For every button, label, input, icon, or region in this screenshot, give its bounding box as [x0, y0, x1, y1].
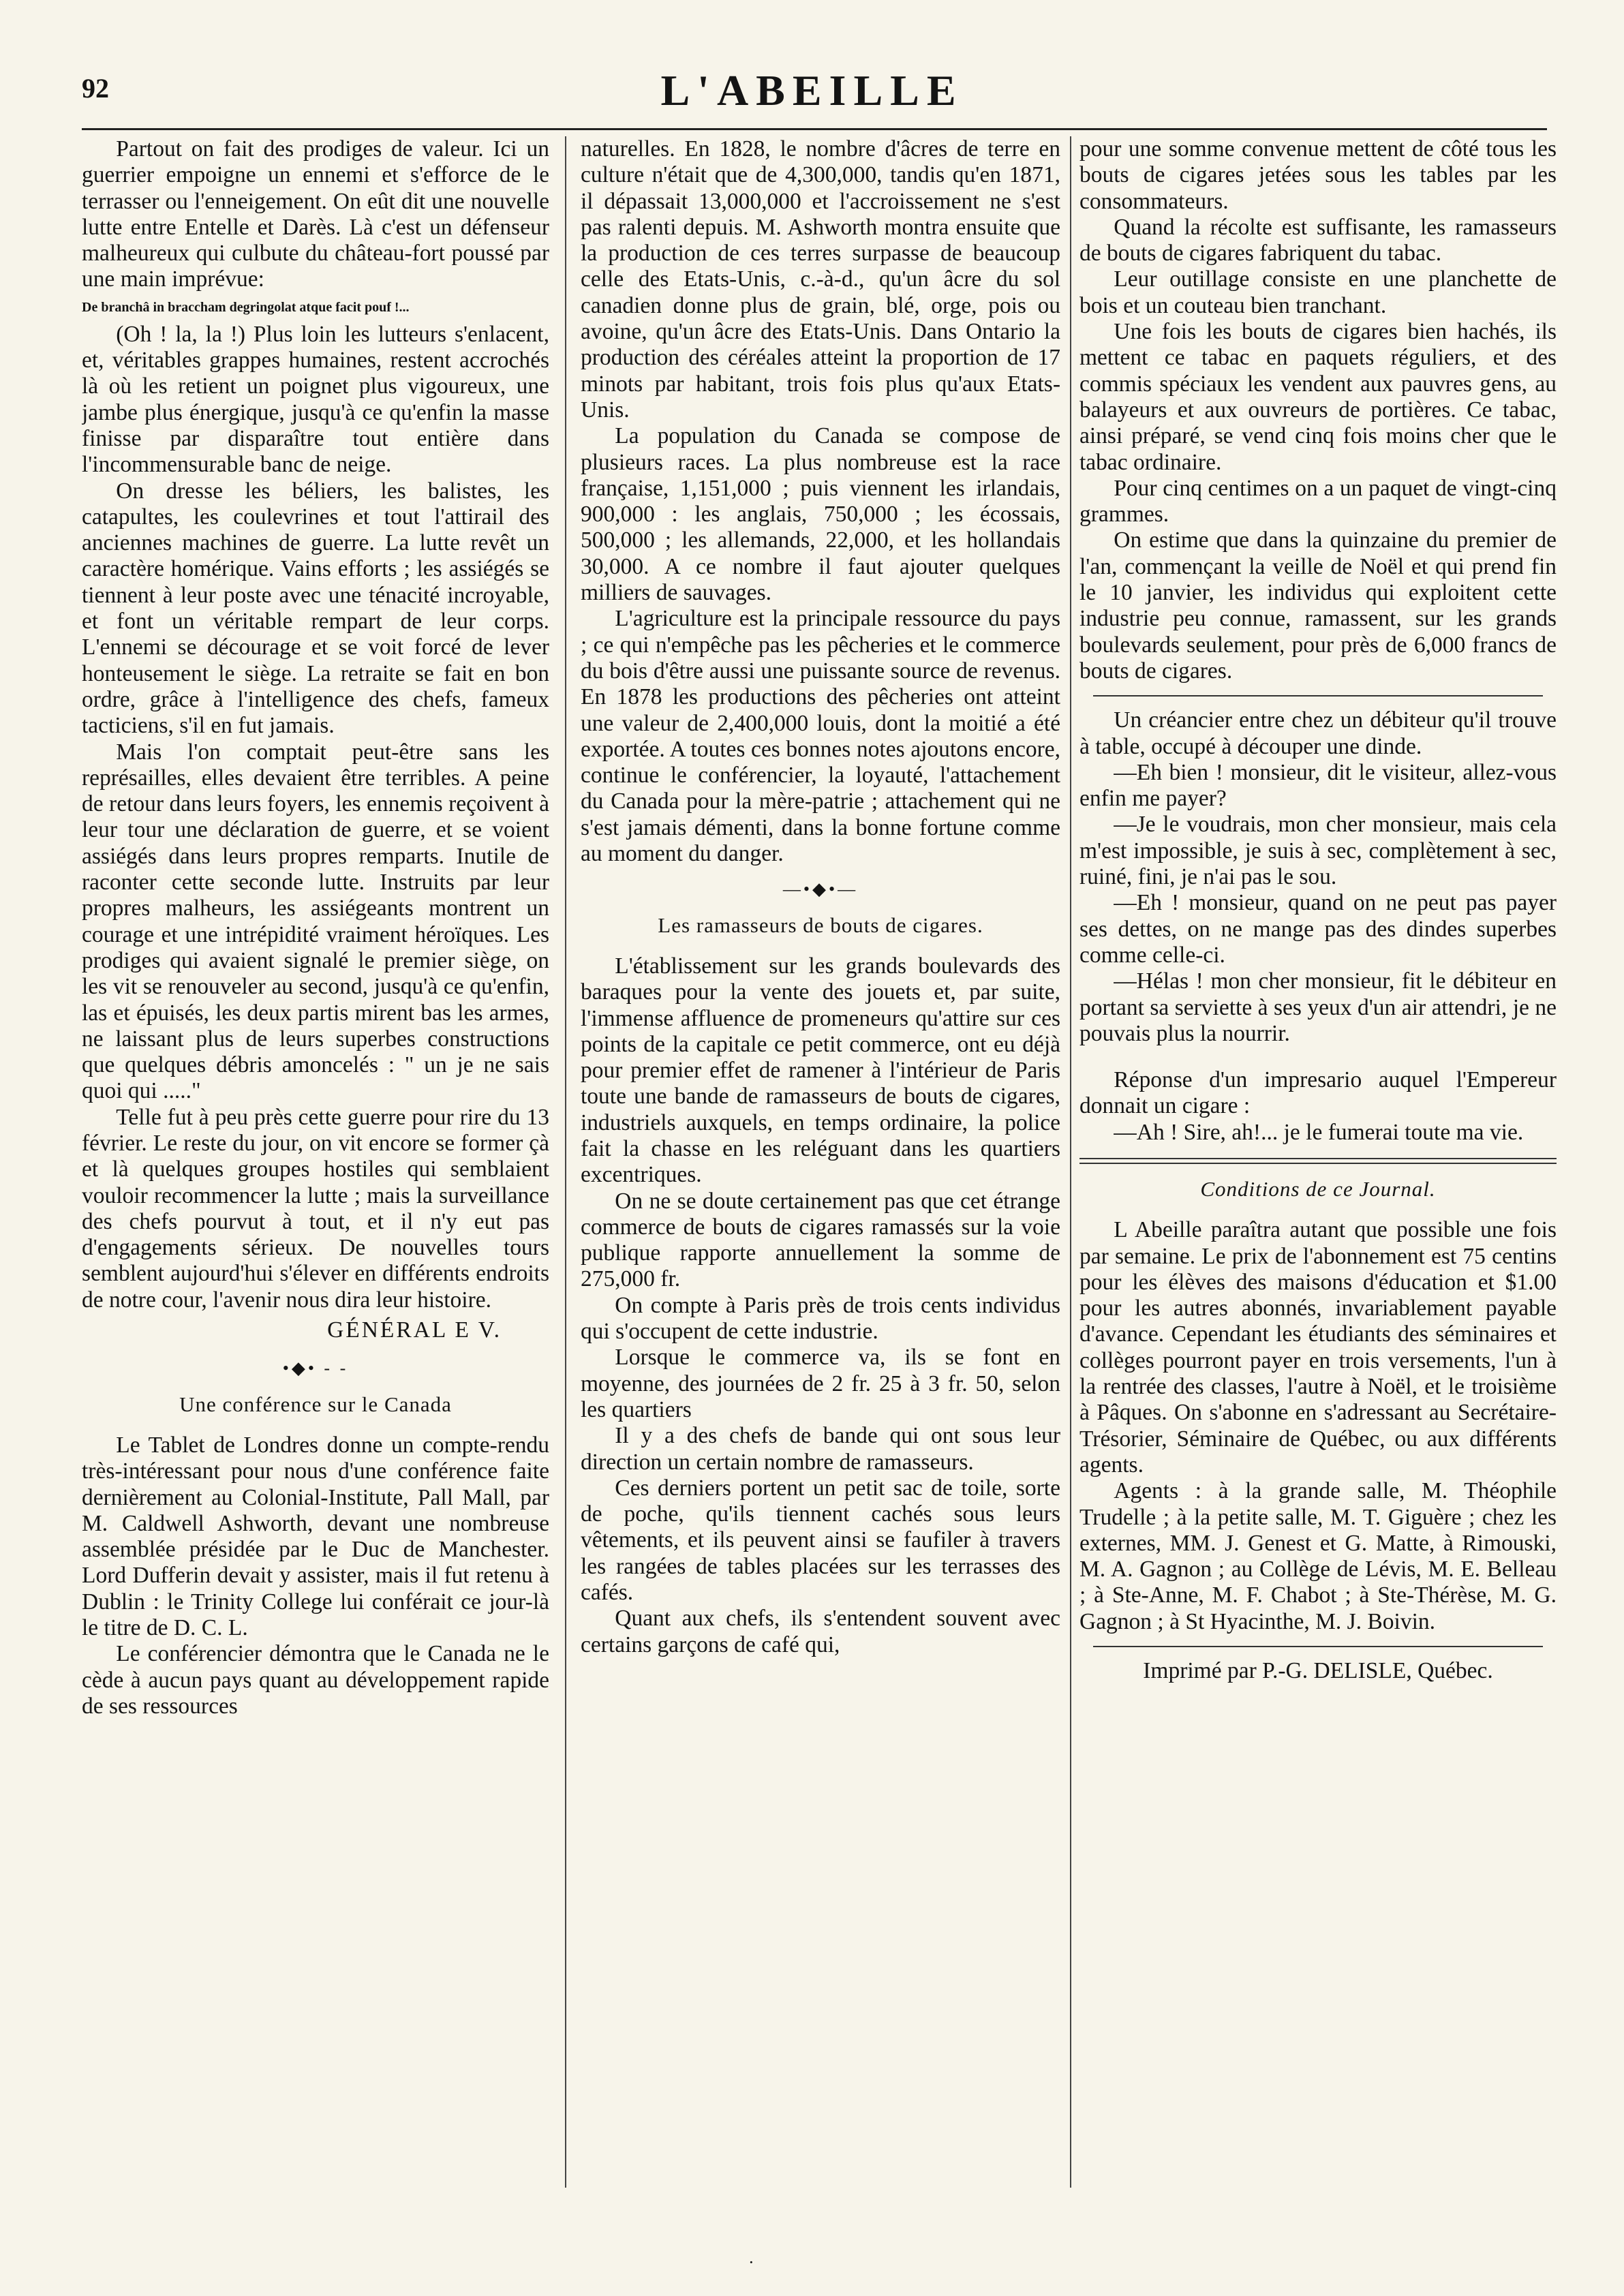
printer-imprint: Imprimé par P.-G. DELISLE, Québec.	[1143, 1658, 1493, 1684]
paragraph: —Je le voudrais, mon cher monsieur, mais cela m'est impossible, je suis à sec, complètement à sec, ruiné, fini, je n'ai pas le sou.	[1079, 812, 1557, 890]
paragraph: On compte à Paris près de trois cents individus qui s'occupent de cette industrie.	[581, 1292, 1060, 1345]
paragraph: La population du Canada se compose de plusieurs races. La plus nombreuse est la race française, 1,151,000 ; puis viennent les irlandais, 900,000 : les anglais, 750,000 ; les écossais, 500,000 ; les allemands, 22,000, et les hollandais 30,000. A ce nombre il faut ajouter quelques milliers de sauvages.	[581, 423, 1060, 606]
paragraph: —Eh ! monsieur, quand on ne peut pas payer ses dettes, on ne mange pas des dindes superbes comme celle-ci.	[1079, 890, 1557, 968]
column-2	[581, 136, 1060, 2242]
section-ornament: —•◆•—	[782, 879, 859, 900]
article-heading: Les ramasseurs de bouts de cigares.	[658, 913, 983, 937]
latin-verse: De branchâ in braccham degringolat atque facit pouf !...	[82, 299, 410, 315]
paragraph: pour une somme convenue mettent de côté tous les bouts de cigares jetées sous les tables par les consommateurs.	[1079, 136, 1557, 214]
paragraph: Mais l'on comptait peut-être sans les représailles, elles devaient être terribles. A peine de retour dans leurs foyers, les ennemis reçoivent à leur tour une déclaration de guerre, et se voient assiégés dans leurs propres remparts. Inutile de raconter cette seconde lutte. Instruits par leur propres malheurs, les assiégeants montrent un courage et une intrépidité vraiment héroïques. Les prodiges qui avaient signalé le premier siège, on les vit se renouveler au second, jusqu'à ce qu'enfin, las et épuisés, les deux partis mirent bas les armes, ne laissant plus de leurs superbes constructions que quelques débris amoncelés : " un je ne sais quoi qui ....."	[82, 739, 549, 1104]
paragraph: Quand la récolte est suffisante, les ramasseurs de bouts de cigares fabriquent du tabac.	[1079, 214, 1557, 266]
section-ornament: •◆• - -	[282, 1358, 349, 1379]
paragraph: L Abeille paraîtra autant que possible une fois par semaine. Le prix de l'abonnement est 75 centins pour les élèves des maisons d'éducation et $1.00 pour les autres abonnés, invariablement payable d'avance. Cependant les étudiants des séminaires et collèges pourront payer en trois versements, l'un à la rentrée des classes, l'autre à Noël, et le troisième à Pâques. On s'abonne en s'adressant au Secrétaire-Trésorier, Séminaire de Québec, ou aux différents agents.	[1079, 1217, 1557, 1478]
section-divider	[1093, 695, 1543, 697]
paragraph: Pour cinq centimes on a un paquet de vingt-cinq grammes.	[1079, 475, 1557, 527]
header-rule	[82, 128, 1547, 130]
paragraph: —Eh bien ! monsieur, dit le visiteur, allez-vous enfin me payer?	[1079, 759, 1557, 812]
column-1	[82, 136, 549, 2242]
paragraph: Il y a des chefs de bande qui ont sous leur direction un certain nombre de ramasseurs.	[581, 1423, 1060, 1475]
paragraph: On estime que dans la quinzaine du premier de l'an, commençant la veille de Noël et qui prend fin le 10 janvier, les individus qui exploitent cette industrie peu connue, ramassent, sur les grands boulevards seulement, pour près de 6,000 francs de bouts de cigares.	[1079, 527, 1557, 684]
paragraph: —Hélas ! mon cher monsieur, fit le débiteur en portant sa serviette à ses yeux d'un air attendri, je ne pouvais plus la nourrir.	[1079, 968, 1557, 1046]
article-signature: GÉNÉRAL E V.	[327, 1317, 502, 1343]
double-rule	[1079, 1158, 1557, 1164]
page-number: 92	[82, 73, 109, 104]
paragraph: On dresse les béliers, les balistes, les catapultes, les coulevrines et tout l'attirail des anciennes machines de guerre. La lutte revêt un caractère homérique. Vains efforts ; les assiégés se tiennent à leur poste avec une ténacité incroyable, et font un véritable rempart de leur corps. L'ennemi se décourage et se voit forcé de lever honteusement le siège. La retraite se fait en bon ordre, grâce à l'intelligence des chefs, fameux tacticiens, s'il en fut jamais.	[82, 478, 549, 739]
section-divider	[1093, 1646, 1543, 1647]
paragraph: L'agriculture est la principale ressource du pays ; ce qui n'empêche pas les pêcheries et le commerce du bois d'être aussi une puissante source de revenus. En 1878 les productions des pêcheries ont atteint une valeur de 2,400,000 louis, dont la moitié a été exportée. A toutes ces bonnes notes ajoutons encore, continue le conférencier, la loyauté, l'attachement du Canada pour la mère-patrie ; attachement qui ne s'est jamais démenti, dans la bonne fortune comme au moment du danger.	[581, 606, 1060, 867]
paragraph: naturelles. En 1828, le nombre d'âcres de terre en culture n'était que de 4,300,000, tandis qu'en 1871, il dépassait 13,000,000 et l'accroissement ne s'est pas ralenti depuis. M. Ashworth montra ensuite que la production de ces terres surpasse de beaucoup celle des Etats-Unis, c.-à-d., qu'un âcre du sol canadien donne plus de grain, blé, orge, pois ou avoine, qu'un âcre des Etats-Unis. Dans Ontario la production des céréales atteint la proportion de 17 minots par habitant, trois fois plus qu'aux Etats-Unis.	[581, 136, 1060, 423]
paragraph: On ne se doute certainement pas que cet étrange commerce de bouts de cigares ramassés sur la voie publique rapporte annuellement la somme de 275,000 fr.	[581, 1188, 1060, 1292]
spacer	[1079, 1047, 1557, 1067]
column-divider	[565, 136, 566, 2188]
footer-dot: ·	[748, 2252, 754, 2272]
paragraph: Partout on fait des prodiges de valeur. Ici un guerrier empoigne un ennemi et s'efforce de le terrasser ou l'enneigement. On eût dit une nouvelle lutte entre Entelle et Darès. Là c'est un défenseur malheureux qui culbute du château-fort poussé par une main imprévue:	[82, 136, 549, 292]
paragraph: (Oh ! la, la !) Plus loin les lutteurs s'enlacent, et, véritables grappes humaines, restent accrochés là où les retient un poignet plus vigoureux, une jambe plus énergique, jusqu'à ce qu'enfin la masse finisse par disparaître tout entière dans l'incommensurable banc de neige.	[82, 321, 549, 478]
paragraph: —Ah ! Sire, ah!... je le fumerai toute ma vie.	[1114, 1119, 1524, 1145]
masthead-title: L'ABEILLE	[660, 66, 964, 114]
paragraph: Agents : à la grande salle, M. Théophile Trudelle ; à la petite salle, M. T. Giguère ; chez les externes, MM. J. Genest et G. Matte, à Rimouski, M. A. Gagnon ; au Collège de Lévis, M. E. Belleau ; à Ste-Anne, M. F. Chabot ; à Ste-Thérèse, M. G. Gagnon ; à St Hyacinthe, M. J. Boivin.	[1079, 1478, 1557, 1634]
paragraph: Lorsque le commerce va, ils se font en moyenne, des journées de 2 fr. 25 à 3 fr. 50, selon les quartiers	[581, 1345, 1060, 1422]
paragraph: Telle fut à peu près cette guerre pour rire du 13 février. Le reste du jour, on vit encore se former çà et là quelques groupes hostiles qui semblaient vouloir recommencer la lutte ; mais la surveillance des chefs pourvut à tout, et il n'y eut pas d'engagements sérieux. De nouvelles tours semblent aujourd'hui s'élever en différents endroits de notre cour, l'avenir nous dira leur histoire.	[82, 1104, 549, 1313]
column-divider	[1070, 136, 1071, 2188]
paragraph: Quant aux chefs, ils s'entendent souvent avec certains garçons de café qui,	[581, 1606, 1060, 1657]
article-heading: Une conférence sur le Canada	[179, 1392, 452, 1416]
paragraph: L'établissement sur les grands boulevards des baraques pour la vente des jouets et, par suite, l'immense affluence de promeneurs qu'attire sur ces points de la capitale ce petit commerce, ont eu déjà pour premier effet de ramener à l'intérieur de Paris toute une bande de ramasseurs de bouts de cigares, industriels auxquels, en temps ordinaire, la police fait la chasse en les reléguant dans les quartiers excentriques.	[581, 953, 1060, 1188]
column-3	[1079, 136, 1557, 2242]
paragraph: Un créancier entre chez un débiteur qu'il trouve à table, occupé à découper une dinde.	[1079, 707, 1557, 759]
article-heading: Conditions de ce Journal.	[1200, 1176, 1436, 1201]
paragraph: Réponse d'un impresario auquel l'Empereur donnait un cigare :	[1079, 1067, 1557, 1119]
paragraph: Le conférencier démontra que le Canada ne le cède à aucun pays quant au développement rapide de ses ressources	[82, 1641, 549, 1719]
paragraph: Une fois les bouts de cigares bien hachés, ils mettent ce tabac en paquets réguliers, et des commis spéciaux les vendent aux pauvres gens, au balayeurs et aux ouvreurs de portières. Ce tabac, ainsi préparé, se vend cinq fois moins cher que le tabac ordinaire.	[1079, 319, 1557, 475]
paragraph: Ces derniers portent un petit sac de toile, sorte de poche, qu'ils tiennent cachés sous leurs vêtements, et ils peuvent ainsi se faufiler à travers les rangées de tables placées sur les terrasses des cafés.	[581, 1475, 1060, 1606]
paragraph: Leur outillage consiste en une planchette de bois et un couteau bien tranchant.	[1079, 266, 1557, 318]
paragraph: Le Tablet de Londres donne un compte-rendu très-intéressant pour nous d'une conférence faite dernièrement au Colonial-Institute, Pall Mall, par M. Caldwell Ashworth, devant une nombreuse assemblée présidée par le Duc de Manchester. Lord Dufferin devait y assister, mais il fut retenu à Dublin : le Trinity College lui conférait ce jour-là le titre de D. C. L.	[82, 1432, 549, 1641]
